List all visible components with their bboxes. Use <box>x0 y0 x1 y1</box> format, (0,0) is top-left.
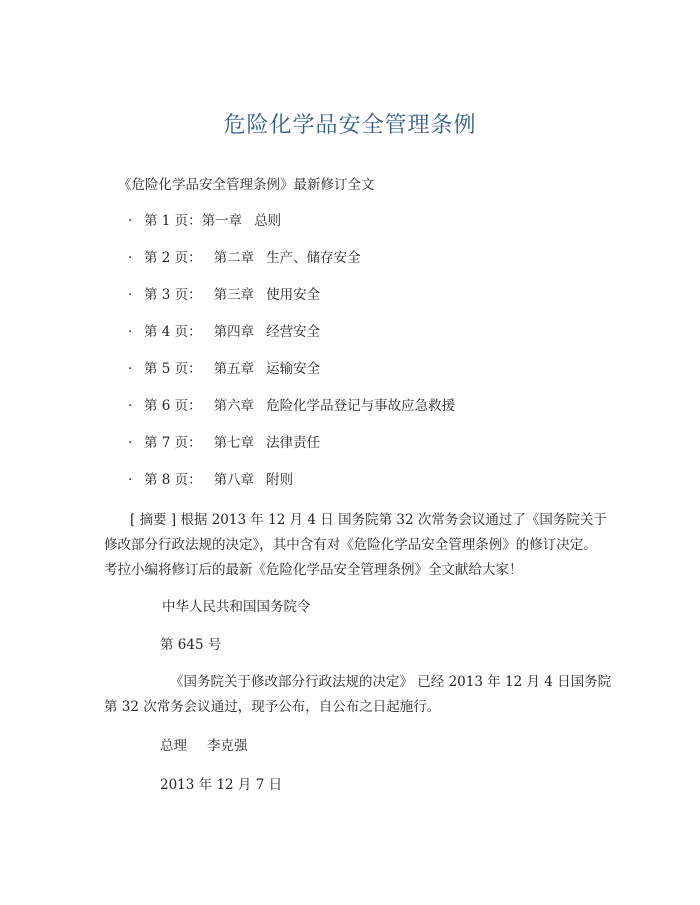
toc-item[interactable] <box>128 397 455 434</box>
toc-item[interactable] <box>128 286 455 323</box>
toc-item[interactable] <box>128 323 455 360</box>
summary-line: 修改部分行政法规的决定》，其中含有对《危险化学品安全管理条例》的修订决定。 <box>104 537 597 553</box>
table-of-contents <box>128 212 455 508</box>
document-subtitle: 《危险化学品安全管理条例》最新修订全文 <box>118 177 375 193</box>
toc-chapter: 第一章 <box>201 213 243 229</box>
document-title: 危险化学品安全管理条例 <box>223 113 477 138</box>
summary-line: [ 摘要 ] 根据 2013 年 12 月 4 日 国务院第 32 次常务会议通过了《国务院关于 <box>130 512 607 528</box>
issue-date: 2013 年 12 月 7 日 <box>160 777 283 793</box>
toc-page: 第 2 页： <box>144 250 202 266</box>
toc-chapter: 第五章 <box>213 361 255 377</box>
order-title: 中华人民共和国国务院令 <box>162 599 311 615</box>
bullet-icon: · <box>128 472 133 488</box>
toc-chapter-name: 经营安全 <box>266 324 321 340</box>
toc-page: 第 5 页： <box>144 361 202 377</box>
toc-item[interactable] <box>128 434 455 471</box>
bullet-icon: · <box>128 361 133 377</box>
decree-text-line: 《国务院关于修改部分行政法规的决定》 已经 2013 年 12 月 4 日国务院 <box>170 674 612 690</box>
summary-line: 考拉小编将修订后的最新《危险化学品安全管理条例》全文献给大家！ <box>104 562 523 578</box>
toc-chapter: 第二章 <box>213 250 255 266</box>
toc-chapter: 第八章 <box>213 472 255 488</box>
toc-item[interactable] <box>128 360 455 397</box>
bullet-icon: · <box>128 287 133 303</box>
premier-name: 李克强 <box>207 738 248 754</box>
toc-page: 第 6 页： <box>144 398 202 414</box>
toc-chapter: 第六章 <box>213 398 255 414</box>
summary-paragraph <box>104 508 664 583</box>
toc-item[interactable] <box>128 212 455 249</box>
bullet-icon: · <box>128 398 133 414</box>
toc-page: 第 8 页： <box>144 472 202 488</box>
bullet-icon: · <box>128 213 133 229</box>
toc-chapter-name: 危险化学品登记与事故应急救援 <box>266 398 456 414</box>
decree-text-line: 第 32 次常务会议通过，现予公布，自公布之日起施行。 <box>104 699 441 715</box>
toc-page: 第 1 页： <box>144 213 202 229</box>
toc-chapter-name: 使用安全 <box>266 287 321 303</box>
toc-page: 第 3 页： <box>144 287 202 303</box>
toc-page: 第 7 页： <box>144 435 202 451</box>
toc-chapter-name: 法律责任 <box>266 435 321 451</box>
toc-page: 第 4 页： <box>144 324 202 340</box>
bullet-icon: · <box>128 324 133 340</box>
toc-item[interactable] <box>128 471 455 508</box>
premier-title: 总理 <box>160 738 187 754</box>
bullet-icon: · <box>128 435 133 451</box>
toc-chapter-name: 附则 <box>266 472 294 488</box>
toc-chapter-name: 生产、储存安全 <box>266 250 361 266</box>
toc-chapter-name: 总则 <box>254 213 282 229</box>
toc-chapter: 第四章 <box>213 324 255 340</box>
toc-chapter: 第七章 <box>213 435 255 451</box>
toc-chapter: 第三章 <box>213 287 255 303</box>
order-number: 第 645 号 <box>160 637 222 653</box>
bullet-icon: · <box>128 250 133 266</box>
premier-signature <box>160 737 248 755</box>
toc-chapter-name: 运输安全 <box>266 361 321 377</box>
toc-item[interactable] <box>128 249 455 286</box>
